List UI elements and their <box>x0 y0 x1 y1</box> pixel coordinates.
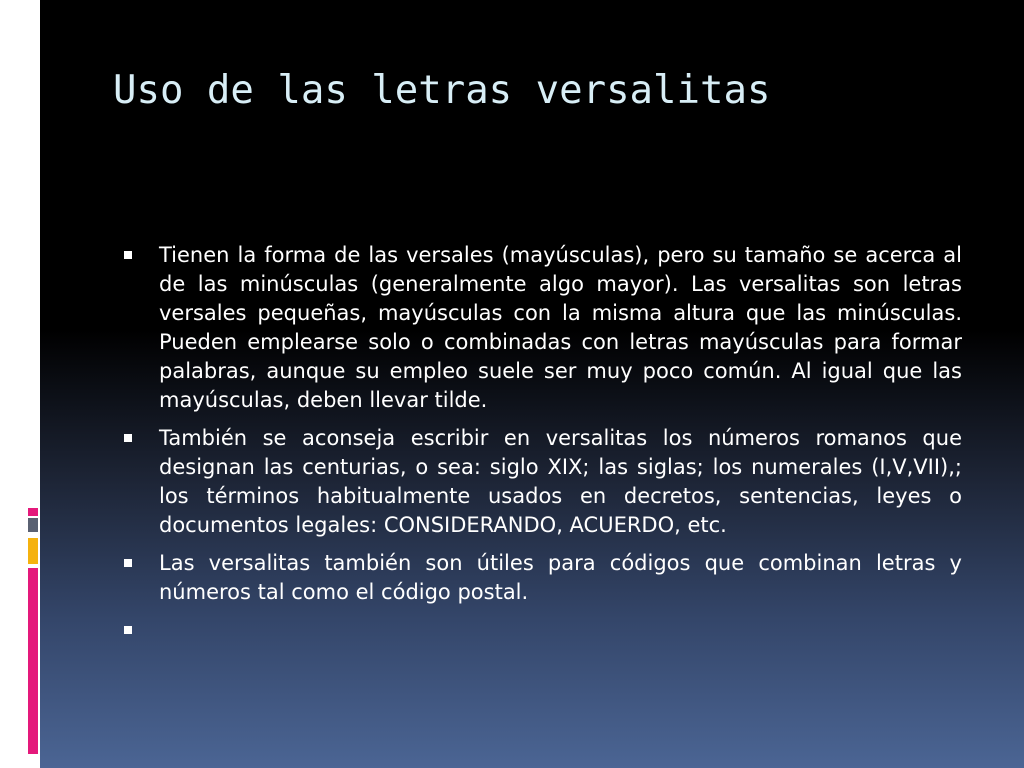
square-bullet-icon <box>124 434 132 442</box>
accent-bar-pink-bottom <box>28 568 38 754</box>
bullet-text: También se aconseja escribir en versalitas los números romanos que designan las centurias, o sea: siglo XIX; las siglas; los numerales (I,V,VII),; los términos habitualmente usados en decretos, sentencias, leyes o documentos legales: CONSIDERANDO, ACUERDO, etc. <box>159 426 962 537</box>
accent-bar-yellow <box>28 538 38 564</box>
square-bullet-icon <box>124 559 132 567</box>
bullet-text: Las versalitas también son útiles para códigos que combinan letras y números tal como el código postal. <box>159 551 962 604</box>
accent-bar-pink-top <box>28 508 38 516</box>
slide-title: Uso de las letras versalitas <box>113 68 771 113</box>
bullet-item <box>120 241 962 415</box>
square-bullet-icon <box>124 251 132 259</box>
bullet-item-empty <box>120 616 962 645</box>
square-bullet-icon <box>124 626 132 634</box>
accent-bar-gray <box>28 518 38 532</box>
bullet-list <box>120 241 962 654</box>
bullet-item <box>120 549 962 607</box>
left-margin-strip <box>0 0 40 768</box>
bullet-item <box>120 424 962 540</box>
bullet-text: Tienen la forma de las versales (mayúsculas), pero su tamaño se acerca al de las minúsculas (generalmente algo mayor). Las versalitas son letras versales pequeñas, mayúsculas con la misma altura que las minúsculas. Pueden emplearse solo o combinadas con letras mayúsculas para formar palabras, aunque su empleo suele ser muy poco común. Al igual que las mayúsculas, deben llevar tilde. <box>159 243 962 412</box>
